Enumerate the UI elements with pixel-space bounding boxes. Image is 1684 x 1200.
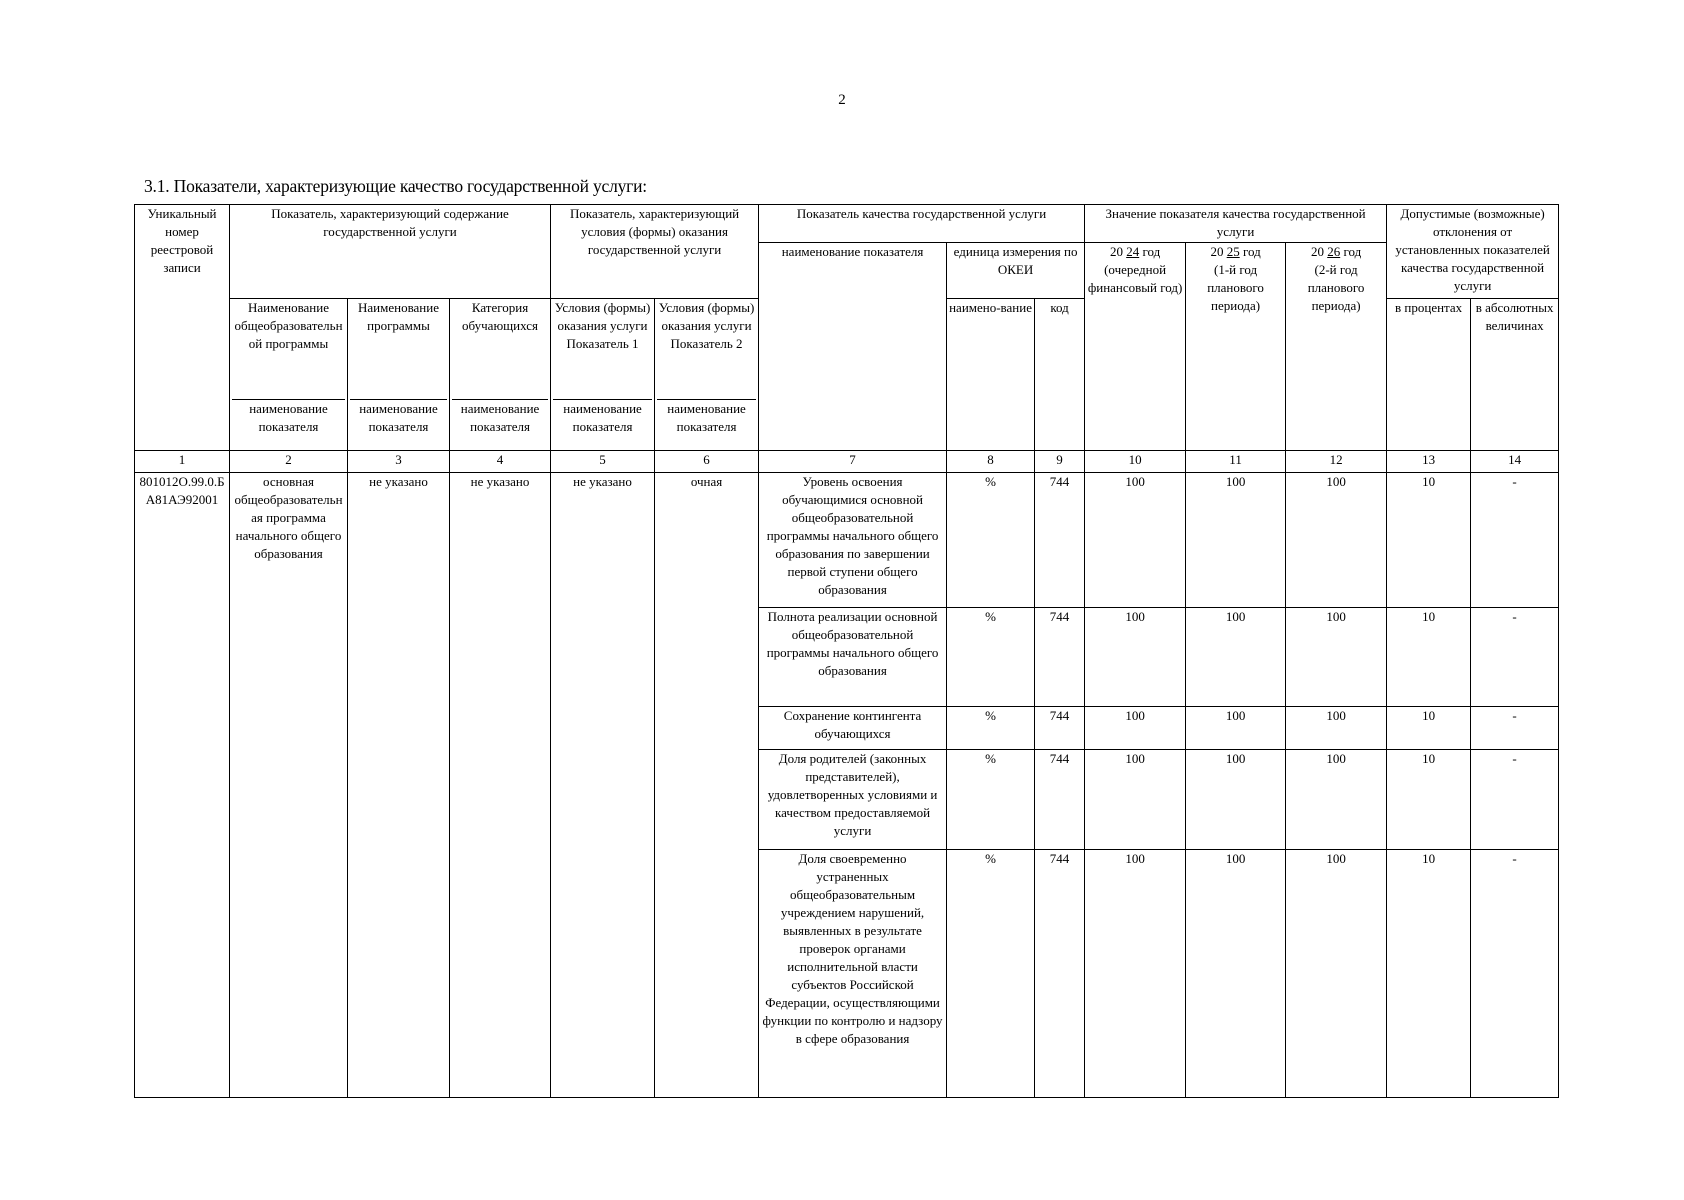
indicator-code: 744: [1035, 750, 1085, 850]
column-index: 6: [655, 451, 759, 473]
record-condition-1: не указано: [551, 473, 655, 1098]
header-col2: Наименование общеобразовательной программы наименование показателя: [230, 299, 348, 451]
header-col3: Наименование программы наименование показателя: [348, 299, 450, 451]
indicator-unit: %: [947, 850, 1035, 1098]
indicator-year-1: 100: [1085, 473, 1186, 608]
indicator-code: 744: [1035, 850, 1085, 1098]
indicator-name: Полнота реализации основной общеобразовательной программы начального общего образования: [759, 608, 947, 707]
column-index: 12: [1286, 451, 1387, 473]
column-index: 2: [230, 451, 348, 473]
header-unique-number: Уникальный номер реестровой записи: [135, 205, 230, 451]
record-program: основная общеобразовательная программа начального общего образования: [230, 473, 348, 1098]
indicator-percent: 10: [1387, 850, 1471, 1098]
indicator-absolute: -: [1471, 850, 1559, 1098]
indicator-unit: %: [947, 473, 1035, 608]
header-unit-code: код: [1035, 299, 1085, 451]
record-category: не указано: [450, 473, 551, 1098]
indicator-name: Доля своевременно устраненных общеобразовательным учреждением нарушений, выявленных в результате проверок органами исполнительной власти субъектов Российской Федерации, осуществляющими функции по контролю и надзору в сфере образования: [759, 850, 947, 1098]
indicator-absolute: -: [1471, 707, 1559, 750]
indicator-code: 744: [1035, 608, 1085, 707]
indicator-year-1: 100: [1085, 707, 1186, 750]
header-year-1: 20 24 год (очередной финансовый год): [1085, 243, 1186, 451]
indicator-unit: %: [947, 750, 1035, 850]
header-unit-name: наимено-вание: [947, 299, 1035, 451]
indicator-absolute: -: [1471, 608, 1559, 707]
header-col5: Условия (формы) оказания услуги Показатель 1 наименование показателя: [551, 299, 655, 451]
header-percent: в процентах: [1387, 299, 1471, 451]
indicator-year-3: 100: [1286, 473, 1387, 608]
indicator-year-1: 100: [1085, 608, 1186, 707]
header-unit-okei: единица измерения по ОКЕИ: [947, 243, 1085, 299]
column-index: 13: [1387, 451, 1471, 473]
indicator-code: 744: [1035, 473, 1085, 608]
indicator-year-1: 100: [1085, 850, 1186, 1098]
header-col4: Категория обучающихся наименование показателя: [450, 299, 551, 451]
header-value-group: Значение показателя качества государственной услуги: [1085, 205, 1387, 243]
record-program-name: не указано: [348, 473, 450, 1098]
page-number: 2: [838, 92, 846, 108]
column-index: 1: [135, 451, 230, 473]
header-year-2: 20 25 год (1-й год планового периода): [1186, 243, 1286, 451]
indicator-unit: %: [947, 608, 1035, 707]
indicator-percent: 10: [1387, 473, 1471, 608]
indicator-year-2: 100: [1186, 608, 1286, 707]
indicator-absolute: -: [1471, 473, 1559, 608]
quality-indicators-table: [134, 204, 1559, 1098]
indicator-year-3: 100: [1286, 850, 1387, 1098]
record-unique-number: 801012О.99.0.БА81АЭ92001: [135, 473, 230, 1098]
header-indicator-name: наименование показателя: [759, 243, 947, 451]
indicator-name: Доля родителей (законных представителей), удовлетворенных условиями и качеством предоставляемой услуги: [759, 750, 947, 850]
indicator-year-3: 100: [1286, 608, 1387, 707]
header-conditions-group: Показатель, характеризующий условия (формы) оказания государственной услуги: [551, 205, 759, 299]
table-row: [135, 473, 1559, 608]
year-3-value: 26: [1327, 244, 1341, 259]
column-index: 3: [348, 451, 450, 473]
indicator-name: Уровень освоения обучающимися основной общеобразовательной программы начального общего образования по завершении первой ступени общего образования: [759, 473, 947, 608]
indicator-code: 744: [1035, 707, 1085, 750]
indicator-percent: 10: [1387, 608, 1471, 707]
indicator-unit: %: [947, 707, 1035, 750]
indicator-year-3: 100: [1286, 707, 1387, 750]
column-index: 8: [947, 451, 1035, 473]
year-2-value: 25: [1226, 244, 1240, 259]
indicator-absolute: -: [1471, 750, 1559, 850]
header-col6: Условия (формы) оказания услуги Показатель 2 наименование показателя: [655, 299, 759, 451]
header-content-group: Показатель, характеризующий содержание государственной услуги: [230, 205, 551, 299]
column-index-row: [135, 451, 1559, 473]
indicator-year-2: 100: [1186, 473, 1286, 608]
column-index: 4: [450, 451, 551, 473]
indicator-name: Сохранение контингента обучающихся: [759, 707, 947, 750]
year-1-value: 24: [1126, 244, 1140, 259]
indicator-year-2: 100: [1186, 850, 1286, 1098]
section-title: 3.1. Показатели, характеризующие качество государственной услуги:: [144, 176, 647, 196]
column-index: 7: [759, 451, 947, 473]
indicator-percent: 10: [1387, 750, 1471, 850]
header-deviation-group: Допустимые (возможные) отклонения от установленных показателей качества государственной услуги: [1387, 205, 1559, 299]
header-row-groups: [135, 205, 1559, 243]
header-quality-group: Показатель качества государственной услуги: [759, 205, 1085, 243]
column-index: 14: [1471, 451, 1559, 473]
indicator-year-2: 100: [1186, 750, 1286, 850]
indicator-percent: 10: [1387, 707, 1471, 750]
column-index: 11: [1186, 451, 1286, 473]
column-index: 9: [1035, 451, 1085, 473]
indicator-year-3: 100: [1286, 750, 1387, 850]
record-condition-2: очная: [655, 473, 759, 1098]
column-index: 10: [1085, 451, 1186, 473]
header-absolute: в абсолютных величинах: [1471, 299, 1559, 451]
header-year-3: 20 26 год (2-й год планового периода): [1286, 243, 1387, 451]
column-index: 5: [551, 451, 655, 473]
indicator-year-1: 100: [1085, 750, 1186, 850]
indicator-year-2: 100: [1186, 707, 1286, 750]
